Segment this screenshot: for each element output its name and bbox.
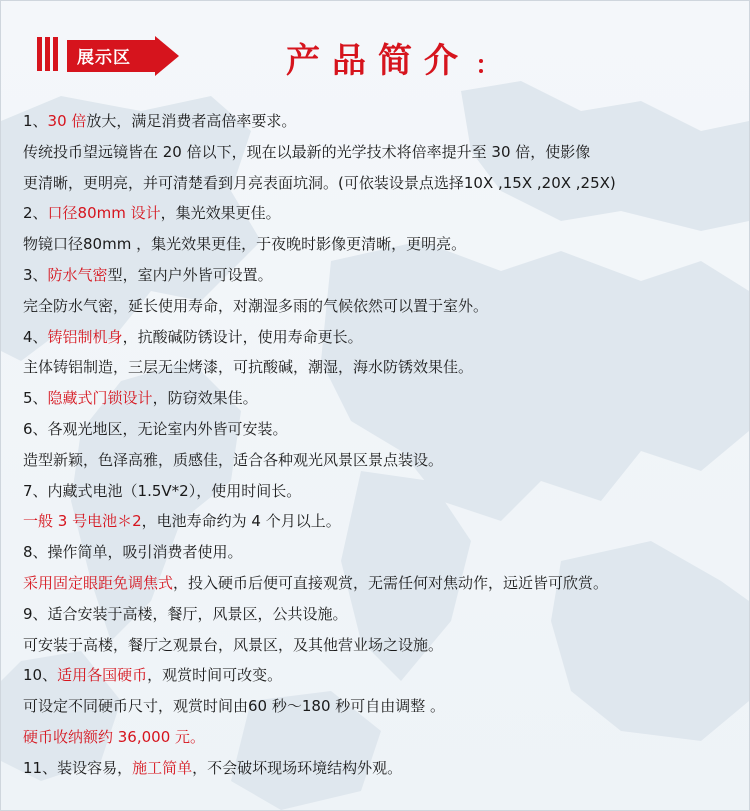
line-text: ，观赏时间可改变。 (147, 666, 283, 685)
description-line (23, 445, 738, 476)
description-line (23, 414, 738, 445)
line-text: 更清晰，更明亮，并可清楚看到月亮表面坑洞。(可依装设景点选择10X ,15X ,20X ,25X) (23, 173, 616, 192)
line-text: 放大，满足消费者高倍率要求。 (86, 112, 297, 130)
line-text: ，电池寿命约为 4 个月以上。 (141, 512, 341, 531)
title-colon-dot (479, 69, 483, 73)
description-line (23, 352, 738, 383)
highlight-text: 硬币收纳额约 36,000 元。 (23, 727, 206, 746)
line-text: 4、 (23, 327, 48, 346)
line-text: 型，室内户外皆可设置。 (107, 265, 273, 284)
description-line (23, 198, 738, 229)
highlight-text: 适用各国硬币 (57, 666, 148, 685)
highlight-text: 30 倍 (47, 112, 87, 130)
description-line (23, 229, 738, 260)
line-text: ，不会破坏现场环境结构外观。 (192, 758, 403, 777)
line-text: 8、操作简单，吸引消费者使用。 (23, 543, 243, 562)
line-text: 10、 (23, 666, 58, 685)
line-text: 2、 (23, 204, 48, 223)
line-text: ，抗酸碱防锈设计，使用寿命更长。 (122, 327, 363, 346)
highlight-text: 隐藏式门锁设计 (47, 389, 153, 408)
line-text: ，集光效果更佳。 (160, 204, 281, 223)
line-text: ，防窃效果佳。 (152, 389, 258, 408)
line-text: 11、装设容易， (23, 758, 133, 777)
description-line (23, 753, 738, 784)
description-line (23, 660, 738, 691)
page-title: 产品简介 (286, 41, 470, 81)
highlight-text: 一般 3 号电池＊2 (23, 512, 142, 531)
line-text: 7、内藏式电池（1.5V*2），使用时间长。 (23, 481, 302, 500)
line-text: 可安装于高楼，餐厅之观景台，风景区，及其他营业场之设施。 (23, 635, 444, 654)
description-line (23, 291, 738, 322)
line-text: 1、 (23, 112, 48, 130)
description-line (23, 106, 738, 137)
description-line (23, 630, 738, 661)
line-text: 可设定不同硬币尺寸，观赏时间由60 秒～180 秒可自由调整 。 (23, 697, 446, 716)
line-text: 6、各观光地区，无论室内外皆可安装。 (23, 419, 288, 438)
highlight-text: 口径80mm 设计 (47, 204, 161, 223)
description-line (23, 137, 738, 168)
line-text: 5、 (23, 389, 48, 408)
highlight-text: 铸铝制机身 (47, 327, 123, 346)
description-line (23, 383, 738, 414)
description-line (23, 476, 738, 507)
description-line (23, 168, 738, 199)
highlight-text: 采用固定眼距免调焦式 (23, 573, 174, 592)
product-description (23, 106, 738, 784)
line-text: 主体铸铝制造，三层无尘烤漆，可抗酸碱，潮湿，海水防锈效果佳。 (23, 358, 474, 377)
line-text: 物镜口径80mm ，集光效果更佳，于夜晚时影像更清晰，更明亮。 (23, 235, 467, 254)
description-line (23, 691, 738, 722)
line-text: 3、 (23, 265, 48, 284)
showcase-badge (37, 36, 182, 78)
description-line (23, 568, 738, 599)
line-text: ，投入硬币后便可直接观赏，无需任何对焦动作，远近皆可欣赏。 (173, 573, 609, 592)
title-colon-dot (479, 59, 483, 63)
description-line (23, 599, 738, 630)
description-line (23, 537, 738, 568)
header (1, 1, 749, 96)
line-text: 完全防水气密，延长使用寿命，对潮湿多雨的气候依然可以置于室外。 (23, 296, 489, 315)
line-text: 造型新颖，色泽高雅，质感佳，适合各种观光风景区景点装设。 (23, 450, 444, 469)
description-line (23, 722, 738, 753)
highlight-text: 防水气密 (47, 265, 108, 284)
description-line (23, 322, 738, 353)
badge-label: 展示区 (77, 48, 131, 68)
description-line (23, 506, 738, 537)
description-line (23, 260, 738, 291)
highlight-text: 施工简单 (132, 758, 193, 777)
line-text: 传统投币望远镜皆在 20 倍以下，现在以最新的光学技术将倍率提升至 30 倍，使影像 (23, 142, 591, 161)
line-text: 9、适合安装于高楼，餐厅，风景区，公共设施。 (23, 604, 348, 623)
